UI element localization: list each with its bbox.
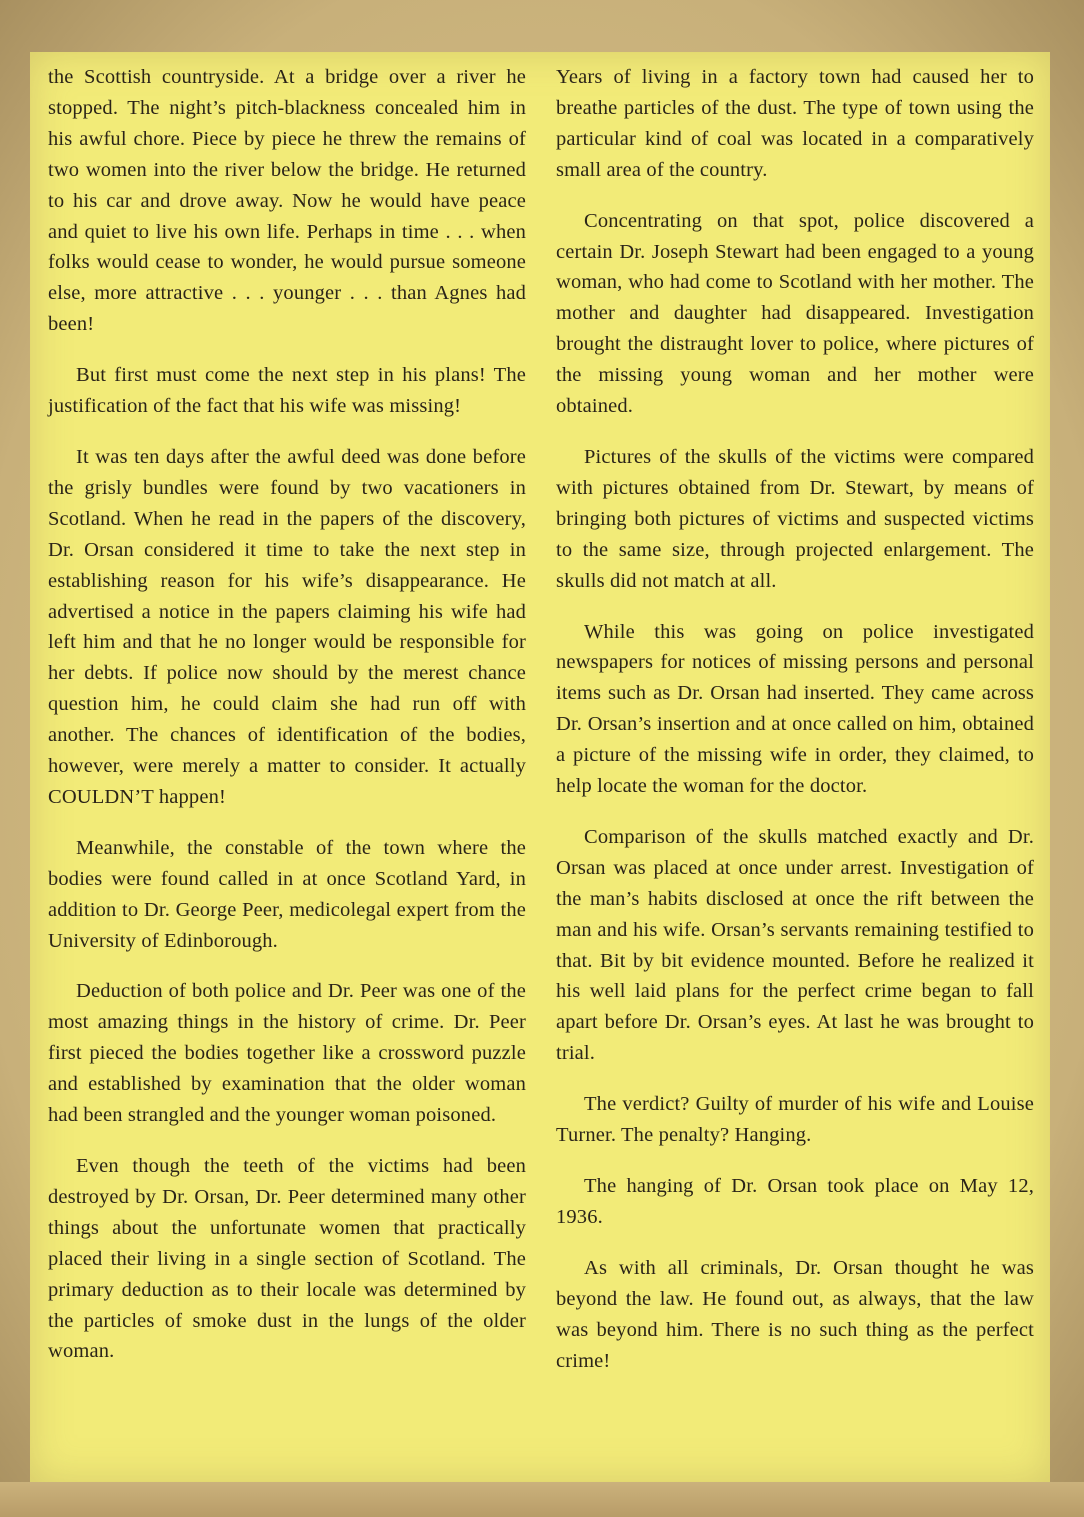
paragraph: Deduction of both police and Dr. Peer was one of the most amazing things in the history of crime. Dr. Peer first pieced the bodies together like a crossword puzzle and established by examination that the older woman had been strangled and the younger woman poisoned. — [48, 980, 526, 1127]
paragraph: Meanwhile, the constable of the town where the bodies were found called in at once Scotland Yard, in addition to Dr. George Peer, medicolegal expert from the University of Edinborough. — [48, 836, 526, 952]
right-column — [556, 62, 1034, 1396]
paragraph: It was ten days after the awful deed was done before the grisly bundles were found by two vacationers in Scotland. When he read in the papers of the discovery, Dr. Orsan considered it time to take the next step in establishing reason for his wife’s disappearance. He advertised a notice in the papers claiming his wife had left him and that he no longer would be responsible for her debts. If police now should by the merest chance question him, he could claim she had run off with another. The chances of identification of the bodies, however, were merely a matter to consider. It actually COULDN’T happen! — [48, 445, 526, 808]
paragraph: The verdict? Guilty of murder of his wife and Louise Turner. The penalty? Hanging. — [556, 1093, 1034, 1147]
paragraph: The hanging of Dr. Orsan took place on May 12, 1936. — [556, 1175, 1034, 1228]
paragraph: Comparison of the skulls matched exactly and Dr. Orsan was placed at once under arrest. Investigation of the man’s habits disclosed at once the rift between the man and his wife. Orsan’s servants remaining testified to that. Bit by bit evidence mounted. Before he realized it his well laid plans for the perfect crime began to fall apart before Dr. Orsan’s eyes. At last he was brought to trial. — [556, 825, 1034, 1065]
paragraph: Years of living in a factory town had caused her to breathe particles of the dust. The type of town using the particular kind of coal was located in a comparatively small area of the country. — [556, 66, 1034, 181]
left-column — [48, 62, 526, 1387]
paragraph: While this was going on police investigated newspapers for notices of missing persons and personal items such as Dr. Orsan had inserted. They came across Dr. Orsan’s insertion and at once called on him, obtained a picture of the missing wife in order, they claimed, to help locate the woman for the doctor. — [556, 620, 1034, 798]
paragraph: Even though the teeth of the victims had been destroyed by Dr. Orsan, Dr. Peer determined many other things about the unfortunate women that practically placed their living in a single section of Scotland. The primary deduction as to their locale was determined by the particles of smoke dust in the lungs of the older woman. — [48, 1155, 526, 1363]
paragraph: Pictures of the skulls of the victims were compared with pictures obtained from Dr. Stewart, by means of bringing both pictures of victims and suspected victims to the same size, through projected enlargement. The skulls did not match at all. — [556, 445, 1034, 592]
paragraph: But first must come the next step in his plans! The justification of the fact that his wife was missing! — [48, 364, 526, 418]
paragraph: the Scottish countryside. At a bridge over a river he stopped. The night’s pitch-blackness concealed him in his awful chore. Piece by piece he threw the remains of two women into the river below the bridge. He returned to his car and drove away. Now he would have peace and quiet to live his own life. Perhaps in time . . . when folks would cease to wonder, he would pursue someone else, more attractive . . . younger . . . than Agnes had been! — [48, 66, 526, 336]
page-bottom-edge — [0, 1482, 1084, 1517]
paragraph: As with all criminals, Dr. Orsan thought he was beyond the law. He found out, as always, that the law was beyond him. There is no such thing as the perfect crime! — [556, 1256, 1034, 1372]
paragraph: Concentrating on that spot, police discovered a certain Dr. Joseph Stewart had been engaged to a young woman, who had come to Scotland with her mother. The mother and daughter had disappeared. Investigation brought the distraught lover to police, where pictures of the missing young woman and her mother were obtained. — [556, 209, 1034, 418]
